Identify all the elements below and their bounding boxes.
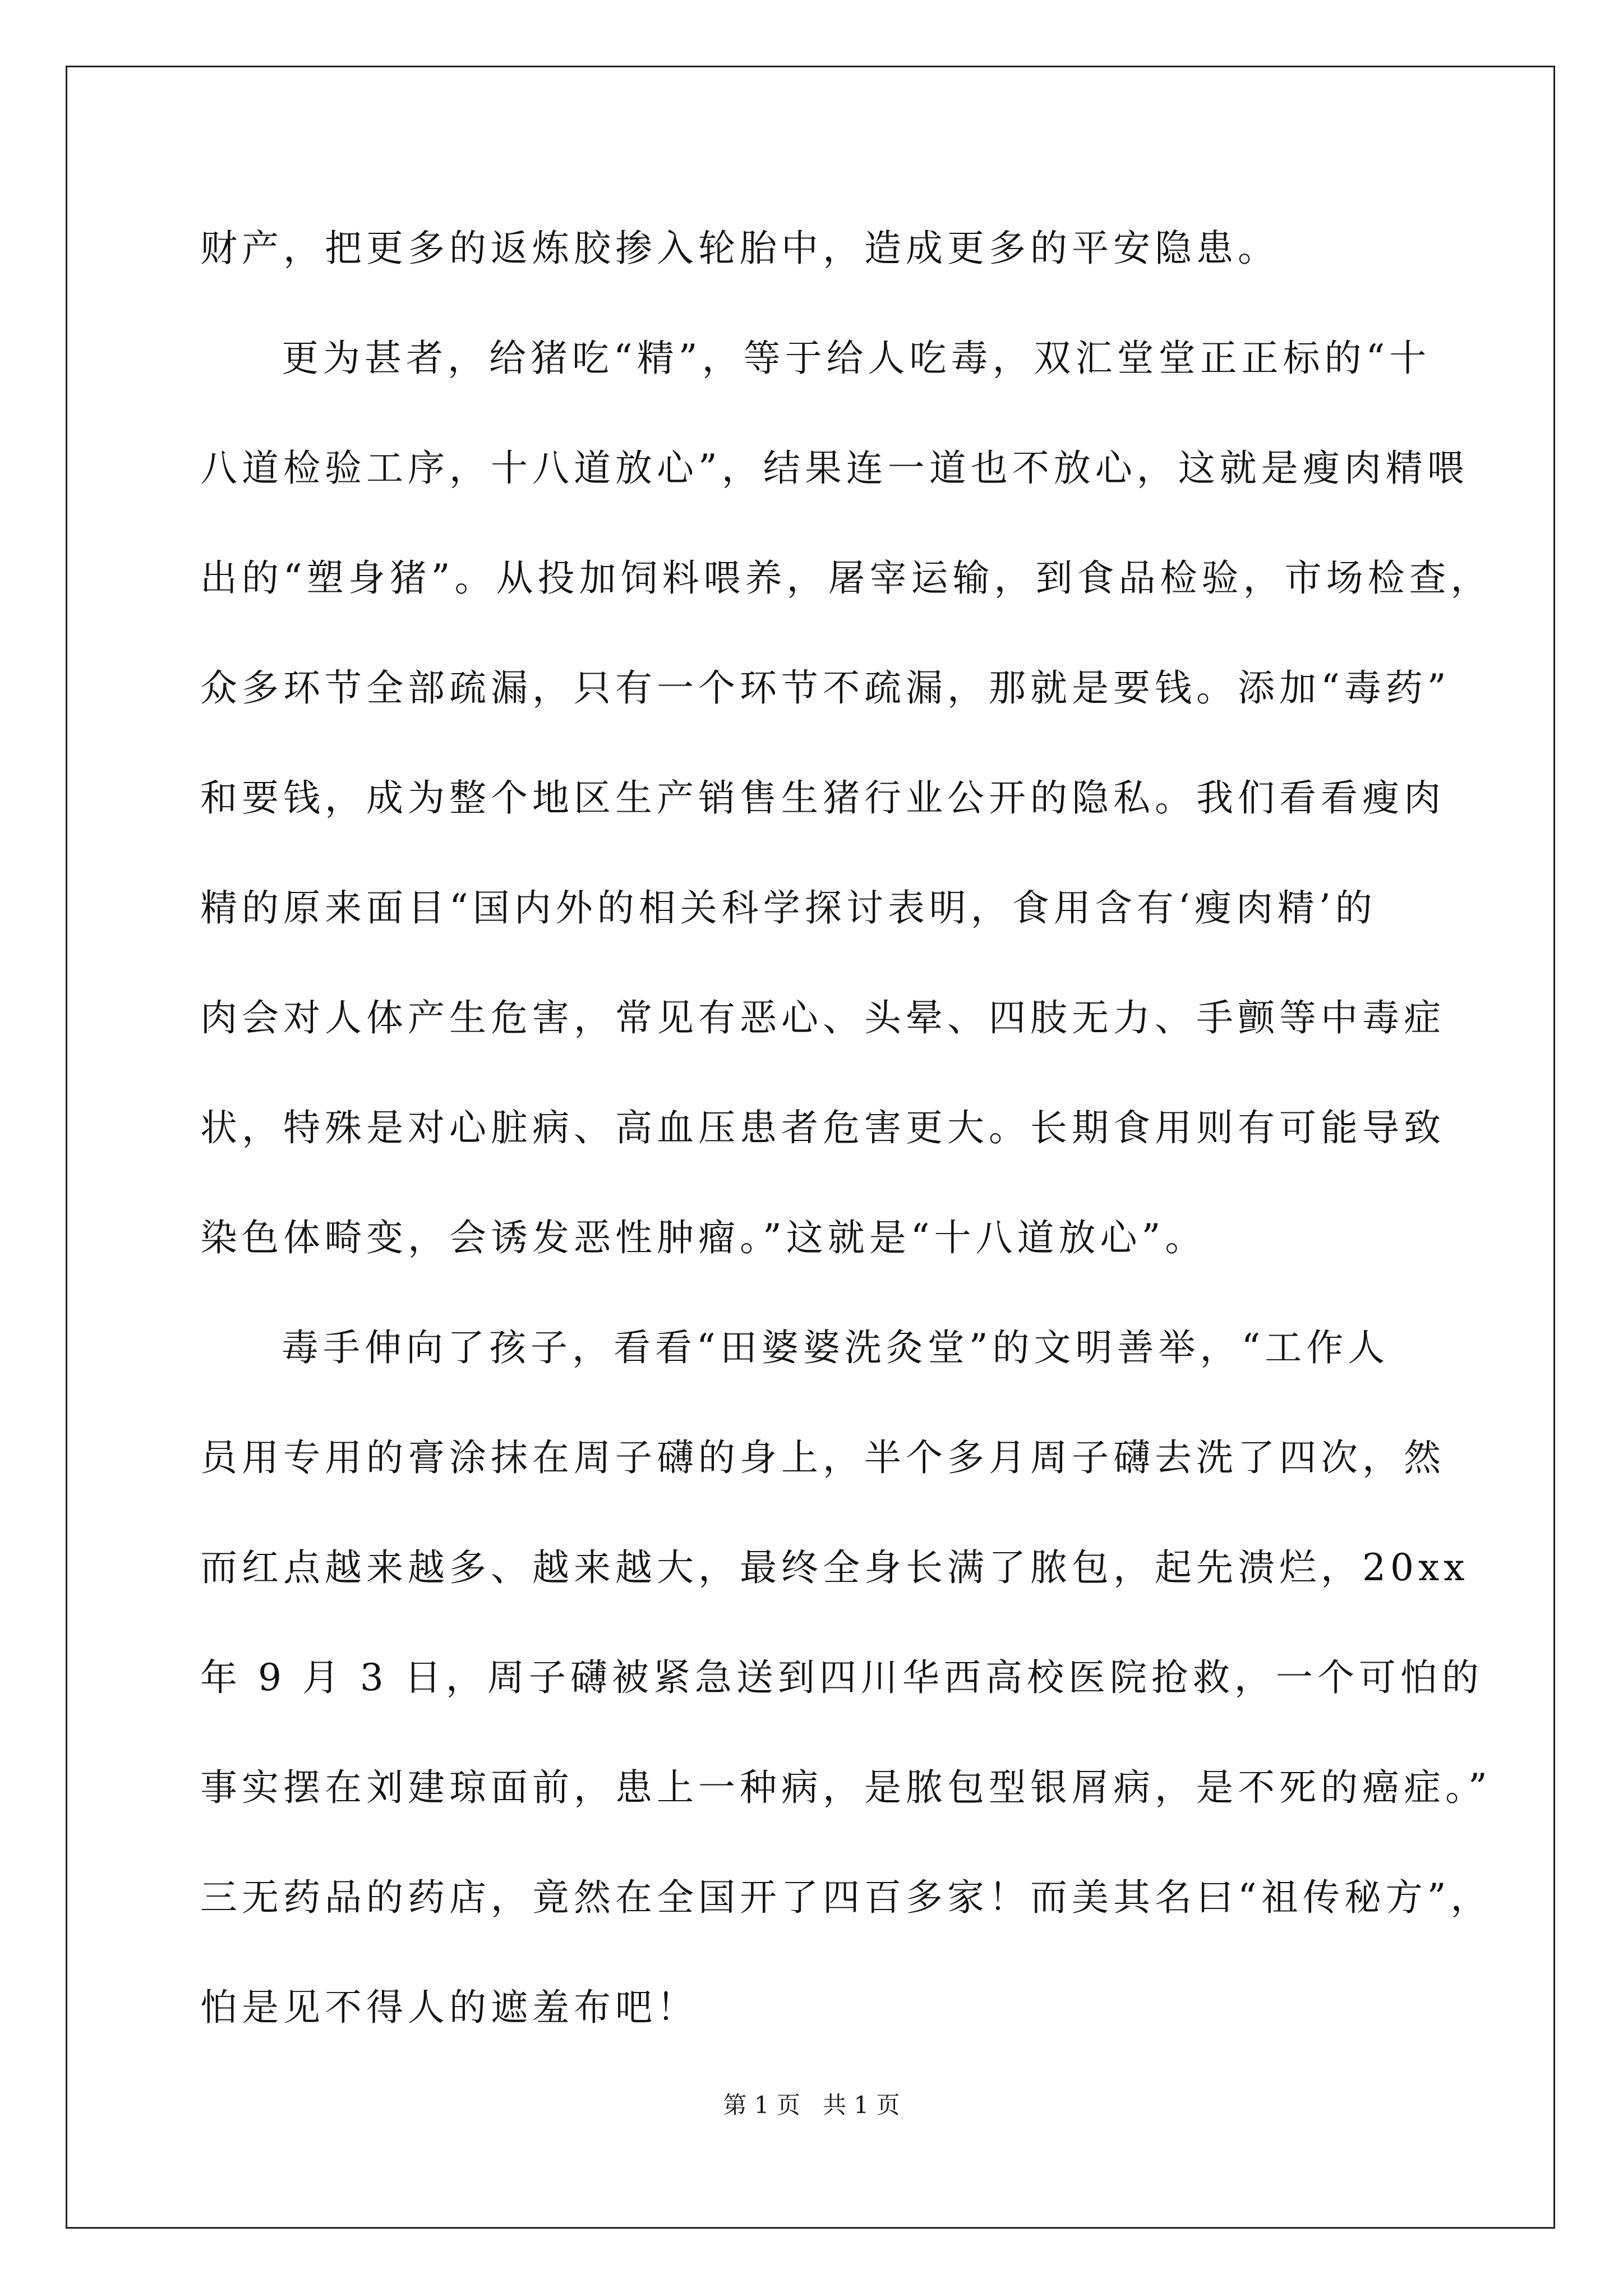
text-line: 三无药品的药店，竟然在全国开了四百多家！而美其名曰“祖传秘方”， bbox=[200, 1876, 1492, 1919]
text-line: 精的原来面目“国内外的相关科学探讨表明，食用含有‘瘦肉精’的 bbox=[200, 886, 1377, 930]
text-line: 更为甚者，给猪吃“精”，等于给人吃毒，双汇堂堂正正标的“十 bbox=[282, 337, 1431, 380]
page-footer: 第 1 页 共 1 页 bbox=[723, 2091, 900, 2119]
text-line: 而红点越来越多、越来越大，最终全身长满了脓包，起先溃烂，20xx bbox=[200, 1546, 1469, 1589]
text-line: 状，特殊是对心脏病、高血压患者危害更大。长期食用则有可能导致 bbox=[200, 1106, 1445, 1149]
text-line: 事实摆在刘建琼面前，患上一种病，是脓包型银屑病，是不死的癌症。” bbox=[200, 1766, 1492, 1809]
text-line: 出的“塑身猪”。从投加饲料喂养，屠宰运输，到食品检验，市场检查， bbox=[200, 556, 1492, 600]
text-line: 染色体畸变，会诱发恶性肿瘤。”这就是“十八道放心”。 bbox=[200, 1216, 1207, 1259]
text-line: 众多环节全部疏漏，只有一个环节不疏漏，那就是要钱。添加“毒药” bbox=[200, 666, 1451, 710]
text-line: 怕是见不得人的遮羞布吧！ bbox=[200, 1986, 698, 2029]
text-line: 毒手伸向了孩子，看看“田婆婆洗灸堂”的文明善举，“工作人 bbox=[282, 1326, 1390, 1369]
text-line: 和要钱，成为整个地区生产销售生猪行业公开的隐私。我们看看瘦肉 bbox=[200, 776, 1445, 820]
text-line: 财产，把更多的返炼胶掺入轮胎中，造成更多的平安隐患。 bbox=[200, 227, 1279, 270]
text-line: 员用专用的膏涂抹在周子礴的身上，半个多月周子礴去洗了四次，然 bbox=[200, 1436, 1445, 1479]
text-line: 年 9 月 3 日，周子礴被紧急送到四川华西高校医院抢救，一个可怕的 bbox=[200, 1656, 1483, 1699]
text-line: 八道检验工序，十八道放心”，结果连一道也不放心，这就是瘦肉精喂 bbox=[200, 447, 1469, 490]
text-line: 肉会对人体产生危害，常见有恶心、头晕、四肢无力、手颤等中毒症 bbox=[200, 996, 1445, 1039]
